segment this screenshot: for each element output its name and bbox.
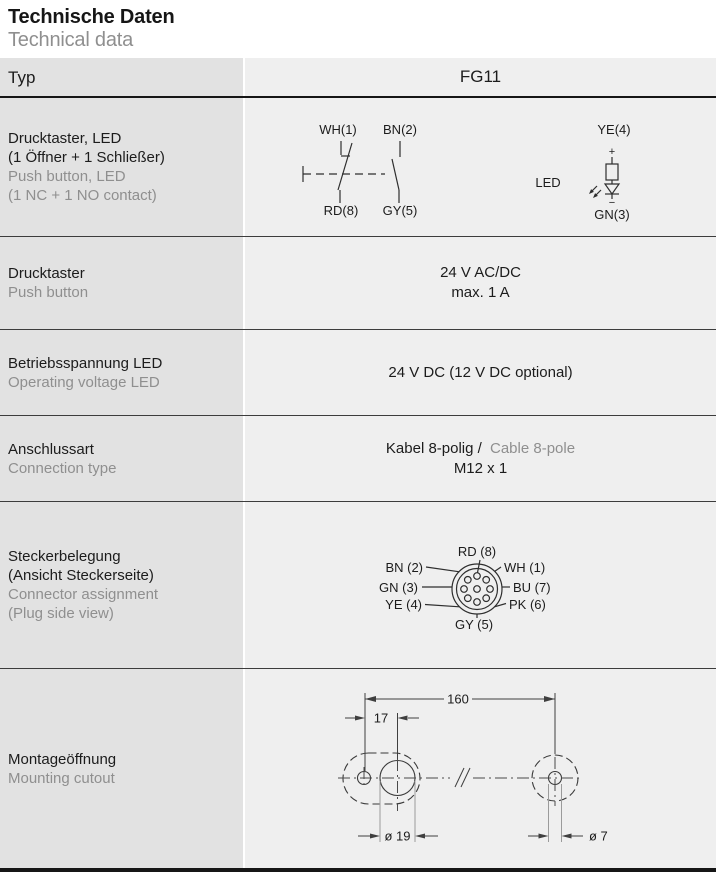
led-label: LED bbox=[535, 175, 561, 190]
value-cell-connector bbox=[245, 502, 716, 668]
minus-sign: − bbox=[608, 197, 616, 209]
pushbutton-rating-line1: 24 V AC/DC bbox=[440, 264, 521, 281]
pin-label-bn2: BN (2) bbox=[385, 560, 423, 575]
label-de: Drucktaster bbox=[8, 265, 85, 282]
value-cell-connection-type bbox=[245, 416, 716, 501]
row-operating-voltage bbox=[0, 329, 716, 415]
table-header-row bbox=[0, 58, 716, 96]
connection-value-de: Kabel 8-polig / bbox=[385, 439, 482, 457]
label-cell-connection-type bbox=[0, 416, 243, 501]
label-en-1: Push button, LED bbox=[8, 168, 126, 185]
connection-value-line2: M12 x 1 bbox=[453, 459, 508, 477]
value-cell-circuit bbox=[245, 98, 716, 236]
operating-voltage-value: 24 V DC (12 V DC optional) bbox=[388, 363, 573, 381]
spec-table bbox=[0, 58, 716, 872]
value-cell-mounting-drawing bbox=[245, 669, 716, 868]
label-de: Anschlussart bbox=[8, 440, 94, 458]
dim-160-label: 160 bbox=[447, 691, 469, 706]
label-en: Connection type bbox=[8, 459, 117, 477]
no-contact-symbol bbox=[392, 141, 400, 203]
row-pushbutton bbox=[0, 236, 716, 329]
label-cell-pushbutton bbox=[0, 237, 243, 329]
terminal-label-ye4: YE(4) bbox=[597, 122, 631, 137]
pin-label-ye4: YE (4) bbox=[385, 597, 422, 612]
label-en-1: Connector assignment bbox=[8, 586, 159, 603]
dim-19-label: ø 19 bbox=[384, 828, 411, 843]
pin-label-gy5: GY (5) bbox=[454, 617, 494, 632]
pin-label-bu7: BU (7) bbox=[513, 580, 551, 595]
break-symbol bbox=[455, 768, 470, 787]
page-subtitle: Technical data bbox=[8, 29, 134, 51]
pin-leader-lines bbox=[422, 560, 510, 618]
dimension-7 bbox=[528, 833, 583, 838]
label-cell-connector-assignment bbox=[0, 502, 243, 668]
typ-label: Typ bbox=[8, 67, 36, 87]
pin-label-gn3: GN (3) bbox=[379, 580, 418, 595]
header-cell-model bbox=[245, 58, 716, 96]
label-cell-operating-voltage bbox=[0, 330, 243, 415]
nc-contact-symbol bbox=[338, 141, 352, 203]
label-de: Montageöffnung bbox=[8, 750, 117, 768]
dim-7-label: ø 7 bbox=[589, 828, 608, 843]
label-cell-pushbutton-led bbox=[0, 98, 243, 236]
terminal-label-rd8: RD(8) bbox=[323, 203, 359, 218]
connector-pins bbox=[461, 573, 494, 606]
label-en: Mounting cutout bbox=[8, 769, 115, 787]
terminal-label-gn3: GN(3) bbox=[594, 207, 630, 222]
plus-sign: + bbox=[608, 146, 616, 158]
terminal-label-wh1: WH(1) bbox=[319, 122, 357, 137]
header-cell-typ bbox=[0, 58, 243, 96]
label-de-2: (1 Öffner + 1 Schließer) bbox=[8, 149, 165, 166]
terminal-label-bn2: BN(2) bbox=[383, 122, 417, 137]
pin-label-wh1: WH (1) bbox=[504, 560, 546, 575]
pin-label-pk6: PK (6) bbox=[509, 597, 546, 612]
dim-17-label: 17 bbox=[373, 710, 389, 725]
connection-value-line1 bbox=[386, 439, 575, 459]
mounting-cutout-drawing bbox=[245, 671, 716, 867]
page-header bbox=[0, 0, 716, 58]
terminal-label-gy5: GY(5) bbox=[382, 203, 418, 218]
pin-label-rd8: RD (8) bbox=[457, 544, 497, 559]
model-label: FG11 bbox=[459, 67, 502, 86]
label-en-2: (1 NC + 1 NO contact) bbox=[8, 187, 157, 204]
row-mounting-cutout bbox=[0, 668, 716, 868]
pushbutton-rating-line2: max. 1 A bbox=[451, 284, 510, 301]
center-lines bbox=[338, 757, 583, 811]
connector-pinout-diagram bbox=[245, 502, 716, 668]
circuit-diagram bbox=[245, 98, 716, 236]
label-de: Betriebsspannung LED bbox=[8, 354, 163, 372]
label-cell-mounting bbox=[0, 669, 243, 868]
label-de-2: (Ansicht Steckerseite) bbox=[8, 567, 154, 584]
connection-value-en: Cable 8-pole bbox=[490, 439, 576, 457]
label-en-2: (Plug side view) bbox=[8, 605, 114, 622]
row-connection-type bbox=[0, 415, 716, 501]
row-pushbutton-led bbox=[0, 96, 716, 236]
row-connector-assignment bbox=[0, 501, 716, 668]
label-de-1: Steckerbelegung bbox=[8, 548, 121, 565]
label-en: Operating voltage LED bbox=[8, 373, 160, 391]
value-cell-operating-voltage bbox=[245, 330, 716, 415]
resistor-symbol bbox=[606, 157, 618, 184]
label-de-1: Drucktaster, LED bbox=[8, 130, 122, 147]
label-en: Push button bbox=[8, 284, 89, 301]
value-cell-pushbutton bbox=[245, 237, 716, 329]
page-title: Technische Daten bbox=[8, 6, 175, 28]
